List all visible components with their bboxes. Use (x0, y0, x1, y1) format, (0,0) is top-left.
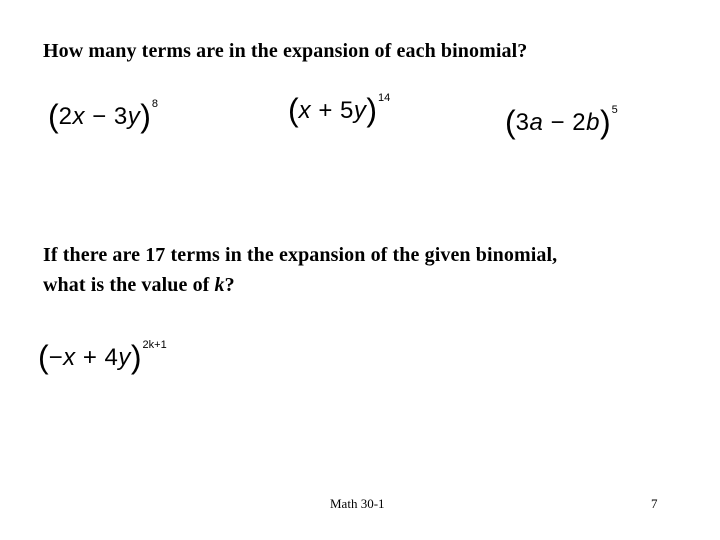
question-line-1: If there are 17 terms in the expansion of the given binomial, (43, 244, 558, 266)
binomial-body: −x + 4y (48, 344, 131, 371)
open-paren: ( (38, 339, 49, 375)
binomial-expression-3 (505, 106, 618, 138)
variable-k: k (214, 274, 225, 296)
open-paren: ( (288, 92, 299, 128)
exponent: 5 (611, 104, 618, 116)
exponent: 14 (378, 92, 391, 104)
footer-course-label: Math 30-1 (330, 496, 385, 511)
close-paren: ) (366, 92, 378, 128)
question-terms-count: How many terms are in the expansion of each binomial? (43, 40, 528, 62)
exponent: 8 (151, 98, 158, 110)
page-number: 7 (651, 496, 658, 511)
binomial-expression-1 (48, 100, 158, 132)
close-paren: ) (140, 98, 151, 134)
close-paren: ) (599, 104, 611, 140)
open-paren: ( (505, 104, 516, 140)
question-line-2: what is the value of k? (43, 274, 235, 296)
binomial-body: 2x − 3y (58, 103, 141, 130)
binomial-expression-2 (288, 94, 390, 126)
question-find-k (43, 240, 557, 300)
binomial-expression-k (38, 341, 167, 373)
exponent: 2k+1 (142, 339, 167, 351)
close-paren: ) (130, 339, 142, 375)
binomial-body: 3a − 2b (515, 109, 600, 136)
binomial-body: x + 5y (298, 97, 367, 124)
open-paren: ( (48, 98, 59, 134)
